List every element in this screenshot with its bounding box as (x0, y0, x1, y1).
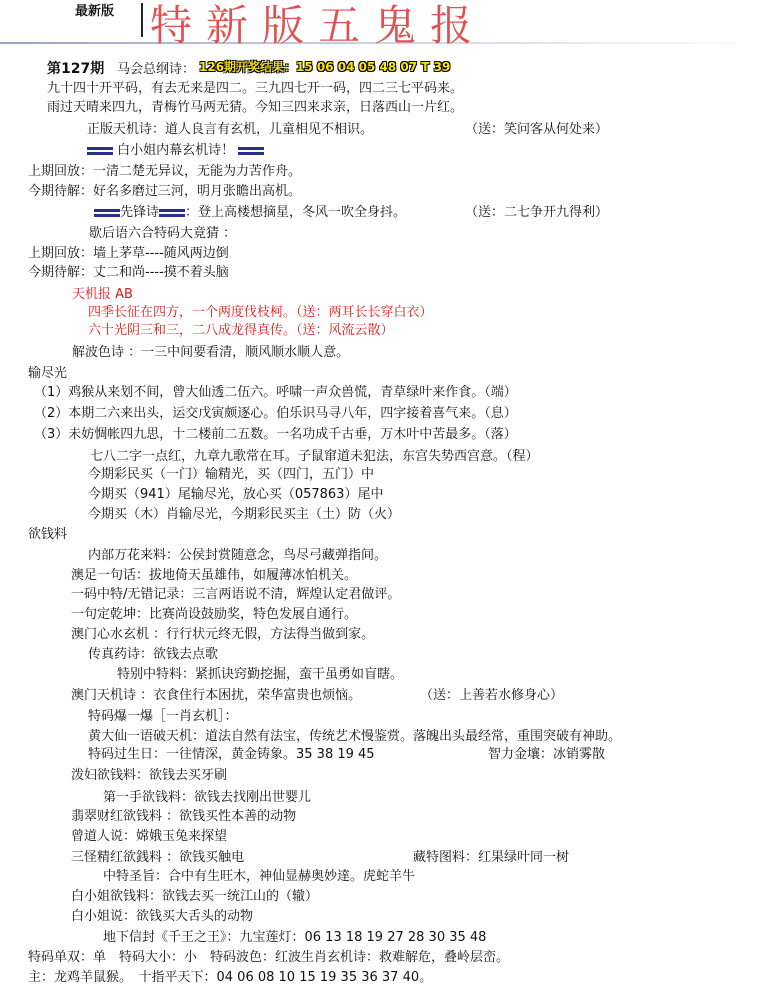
bai-title (87, 141, 264, 160)
tianji-tag: （送：笑问客从何处来） (465, 122, 609, 137)
fax-medicine: 传真药诗：欲钱去点歌 (88, 647, 219, 662)
lose-all-line-1: （1）鸡猴从来划不间，曾大仙透二伍六。呼啸一声众兽慌，青草绿叶来作食。（端） (34, 385, 517, 400)
macau-heart-water: 澳门心水玄机 ：行行状元终无假，方法得当做到家。 (71, 627, 375, 642)
riddle-heading: 歇后语六合特码大竟猜 ： (89, 226, 237, 241)
special-hit: 特别中特料：紧抓诀窍勤挖掘，蛮干虽勇如盲瞎。 (117, 667, 404, 682)
tianji-poem: 正版天机诗：道人良言有玄机，儿童相见不相识。 (87, 122, 374, 137)
special-burst: 特码爆一爆［一肖玄机］： (88, 709, 238, 724)
lose-all-line-3: （3）未妨惆帐四九思，十二楼前二五数。一名功成千古垂，万木叶中苦最多。（落） (34, 427, 517, 442)
buy-line-1: 今期彩民买（一门）输精光，买（四门，五门）中 (88, 467, 375, 482)
vanguard-text: ：登上高楼想摘星，冬风一吹全身抖。 (185, 205, 407, 220)
equal-bars-icon (159, 209, 185, 217)
wisdom-line: 智力金壤：冰销雾散 (488, 747, 606, 762)
zeng-line: 曾道人说：嫦娥玉兔来探望 (71, 829, 228, 844)
bai-title-text: 白小姐内幕玄机诗！ (117, 143, 235, 158)
buy-line-3: 今期买（木）肖输尽光，今期彩民买主（土）防（火） (88, 507, 401, 522)
result-text: 126期开奖结果：15 06 04 05 48 07 T 39 (199, 60, 451, 74)
birthday-line: 特码过生日：一往情深，黄金铸象。35 38 19 45 (88, 747, 375, 762)
equal-bars-icon (238, 147, 264, 155)
poem-label: 马会总纲诗： (117, 62, 196, 77)
edition-label: 最新版 (75, 4, 115, 19)
lose-all-line-2: （2）本期二六来出头，运交戊寅颇逐心。伯乐识马寻八年，四字接着喜气来。（息） (34, 406, 517, 421)
wong-tai-sin: 黄大仙一语破天机：道法自然有法宝，传统艺术慢鉴赏。落魄出头最经常，重围突破有神助。 (88, 729, 622, 744)
buy-line-2: 今期买（941）尾输尽光，放心买（057863）尾中 (88, 487, 384, 502)
current-riddle-1: 今期待解：好名多磨过三河，明月张瞻出高机。 (28, 184, 302, 199)
last-replay-2: 上期回放：墙上茅草----随风两边倒 (28, 246, 229, 261)
tianji-ab-heading: 天机报 AB (72, 287, 133, 302)
header-divider (141, 3, 143, 37)
macau-tianji: 澳门天机诗 ：衣食住行本困扰，荣华富贵也烦恼。 (71, 688, 362, 703)
shrew-line: 泼妇欲钱料：欲钱去买牙刷 (71, 768, 228, 783)
current-riddle-2: 今期待解：丈二和尚----摸不着头脑 (28, 265, 229, 280)
vanguard-tag: （送：二七争开九得利） (465, 205, 609, 220)
vanguard-line (94, 203, 406, 222)
wave-color-poem: 解波色诗 ：一三中间要看清，顺风顺水顺人意。 (72, 345, 350, 360)
macau-one-phrase: 澳足一句话：拔地倚天虽雄伟，如履薄冰怕机关。 (71, 568, 358, 583)
jade-line: 翡翠财红欲钱料 ：欲钱买性本善的动物 (71, 809, 297, 824)
three-monsters-line: 三怪精红欲銭料 ：欲钱买触电 (71, 850, 245, 865)
inner-flower: 内部万花来料：公侯封赏随意念，鸟尽弓藏弹指间。 (88, 548, 388, 563)
last-replay-1: 上期回放：一清二楚无异议，无能为力苦作舟。 (28, 164, 302, 179)
lose-all-line-4: 七八二字一点红，九章九歌常在耳。子鼠窜道未犯法，东宫失势西宫意。（程） (90, 449, 539, 464)
bai-says-line: 白小姐说：欲钱买大舌头的动物 (71, 909, 254, 924)
summary-line-1: 特码单双：单 特码大小：小 特码波色：红波生肖玄机诗：救难解危，叠岭层峦。 (28, 950, 510, 965)
macau-tianji-tag: （送：上善若水修身心） (420, 688, 564, 703)
equal-bars-icon (87, 147, 113, 155)
first-hand-line: 第一手欲钱料：欲钱去找刚出世婴儿 (103, 790, 312, 805)
vanguard-label: 先锋诗 (120, 205, 160, 220)
one-code-record: 一码中特/无错记录：三言两语说不清，辉煌认定君做评。 (71, 587, 401, 602)
poem-line-1: 九十四十开平码，有去无来是四二。三九四七开一码，四二三七平码来。 (47, 81, 464, 96)
tianji-ab-line-1: 四季长征在四方，一个两度伐枝柯。（送：两耳长长穿白衣） (88, 305, 433, 320)
decree-line: 中特圣旨：合中有生旺木，神仙显赫奥妙達。虎蛇羊牛 (103, 869, 416, 884)
equal-bars-icon (94, 209, 120, 217)
hidden-chart-line: 藏特图料：红果绿叶同一树 (413, 850, 570, 865)
tianji-ab-line-2: 六十光阴三和三，二八成龙得真传。（送：风流云散） (88, 323, 394, 338)
banner-title: 特新版五鬼报 (150, 1, 487, 50)
one-phrase-qiankun: 一句定乾坤：比赛尚设鼓励奖，特色发展自通行。 (71, 607, 358, 622)
period-label: 第127期 (47, 61, 105, 77)
envelope-line: 地下信封《千王之王》：九宝莲灯：06 13 18 19 27 28 30 35 48 (103, 930, 487, 945)
summary-line-2: 主：龙鸡羊鼠猴。 十指平天下：04 06 08 10 15 19 35 36 37 40。 (28, 970, 433, 985)
bai-money-line: 白小姐欲钱料：欲钱去买一统江山的（辙） (71, 889, 319, 904)
want-money-heading: 欲钱料 (28, 527, 68, 542)
poem-line-2: 雨过天晴来四九，青梅竹马两无猜。今知三四来求亲，日落西山一片红。 (47, 100, 464, 115)
lose-all-heading: 输尽光 (28, 366, 68, 381)
